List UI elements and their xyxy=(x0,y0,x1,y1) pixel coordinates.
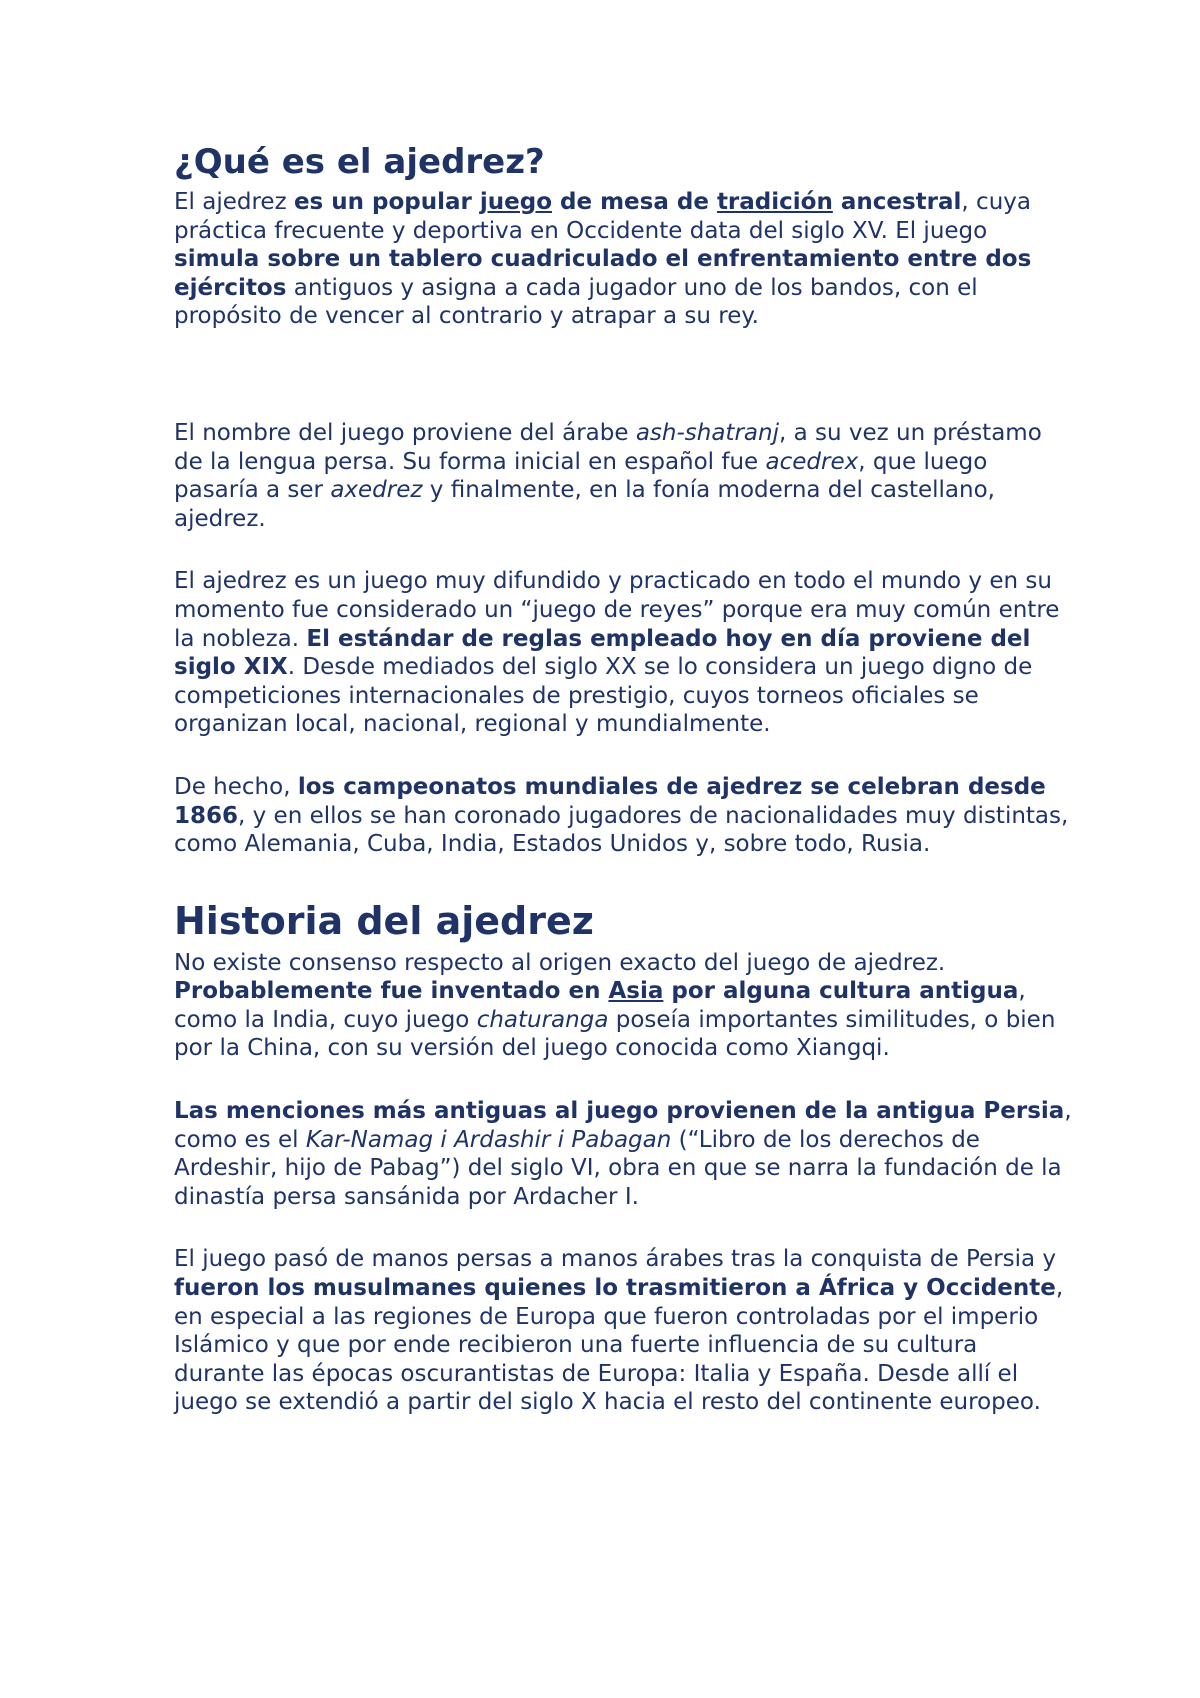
text-run: , a su vez un préstamo de la lengua persa. Su forma inicial en español fue xyxy=(174,419,1042,475)
bold-run: por alguna cultura antigua xyxy=(663,978,1019,1005)
paragraph-difusion xyxy=(174,567,1074,739)
bold-run: ancestral xyxy=(832,189,962,215)
italic-run: axedrez xyxy=(330,477,423,504)
text-run: poseía importantes similitudes, o bien por la China, con su versión del juego conocida como Xiangqi. xyxy=(174,1006,1056,1062)
bold-run: es un popular xyxy=(293,189,480,215)
paragraph-intro xyxy=(174,188,1074,331)
paragraph-campeonatos xyxy=(174,773,1074,859)
text-run: . Desde mediados del siglo XX se lo considera un juego digno de competiciones internacionales de prestigio, cuyos torneos oficiales se organizan local, nacional, regional y mundialmente. xyxy=(174,654,1033,738)
heading-que-es-el-ajedrez: ¿Qué es el ajedrez? xyxy=(174,142,545,182)
paragraph-origen xyxy=(174,949,1074,1063)
bold-run: de mesa de xyxy=(552,189,717,215)
italic-run: acedrex xyxy=(765,448,859,475)
heading-historia-del-ajedrez: Historia del ajedrez xyxy=(174,898,594,943)
text-run: y finalmente, en la fonía moderna del castellano, ajedrez. xyxy=(174,477,995,532)
bold-run: fueron los musulmanes quienes lo trasmitieron a África y Occidente xyxy=(174,1275,1056,1302)
italic-run: Kar-Namag i Ardashir i Pabagan xyxy=(305,1126,672,1153)
text-run: El ajedrez es un juego muy difundido y practicado en todo el mundo y en su momento fue considerado un “juego de reyes” porque era muy común entre la nobleza. xyxy=(174,568,1060,652)
link-asia[interactable]: Asia xyxy=(608,978,664,1005)
text-run: , como es el xyxy=(174,1098,1072,1153)
text-run: antiguos y asigna a cada jugador uno de los bandos, con el propósito de vencer al contrario y atrapar a su rey. xyxy=(174,274,978,330)
bold-run: simula sobre un tablero cuadriculado el enfrentamiento entre dos ejércitos xyxy=(174,246,1032,301)
italic-run: chaturanga xyxy=(476,1006,609,1033)
paragraph-persia xyxy=(174,1097,1074,1211)
text-run: , como la India, cuyo juego xyxy=(174,978,1026,1033)
bold-run: Las menciones más antiguas al juego provienen de la antigua Persia xyxy=(174,1098,1065,1125)
bold-run: los campeonatos mundiales de ajedrez se celebran desde 1866 xyxy=(174,773,1046,829)
text-run: El ajedrez xyxy=(174,189,294,215)
bold-run: El estándar de reglas empleado hoy en día proviene del siglo XIX xyxy=(174,625,1031,681)
text-run: , y en ellos se han coronado jugadores de nacionalidades muy distintas, como Alemania, Cuba, India, Estados Unidos y, sobre todo, Rusia. xyxy=(174,802,1069,858)
text-run: (“Libro de los derechos de Ardeshir, hijo de Pabag”) del siglo VI, obra en que se narra la fundación de la dinastía persa sansánida por Ardacher I. xyxy=(174,1126,1062,1210)
text-run: , en especial a las regiones de Europa que fueron controladas por el imperio Islámico y que por ende recibieron una fuerte influencia de su cultura durante las épocas oscurantistas de Europa: Italia y España. Desde allí el juego se extendió a partir del siglo X hacia el resto del continente europeo. xyxy=(174,1275,1064,1416)
italic-run: ash-shatranj xyxy=(635,419,779,446)
bold-run: Probablemente fue inventado en xyxy=(174,978,609,1005)
paragraph-nombre xyxy=(174,419,1074,533)
link-tradicion[interactable]: tradición xyxy=(716,189,833,215)
text-run: El juego pasó de manos persas a manos árabes tras la conquista de Persia y xyxy=(174,1246,1057,1273)
text-run: De hecho, xyxy=(174,773,298,800)
document-body xyxy=(174,140,1074,1417)
text-run: El nombre del juego proviene del árabe xyxy=(174,419,636,446)
text-run: , que luego pasaría a ser xyxy=(174,448,988,504)
link-juego[interactable]: juego xyxy=(479,189,552,215)
text-run: , cuya práctica frecuente y deportiva en Occidente data del siglo XV. El juego xyxy=(174,189,1031,244)
text-run: No existe consenso respecto al origen exacto del juego de ajedrez. xyxy=(174,949,946,976)
paragraph-expansion xyxy=(174,1245,1074,1417)
